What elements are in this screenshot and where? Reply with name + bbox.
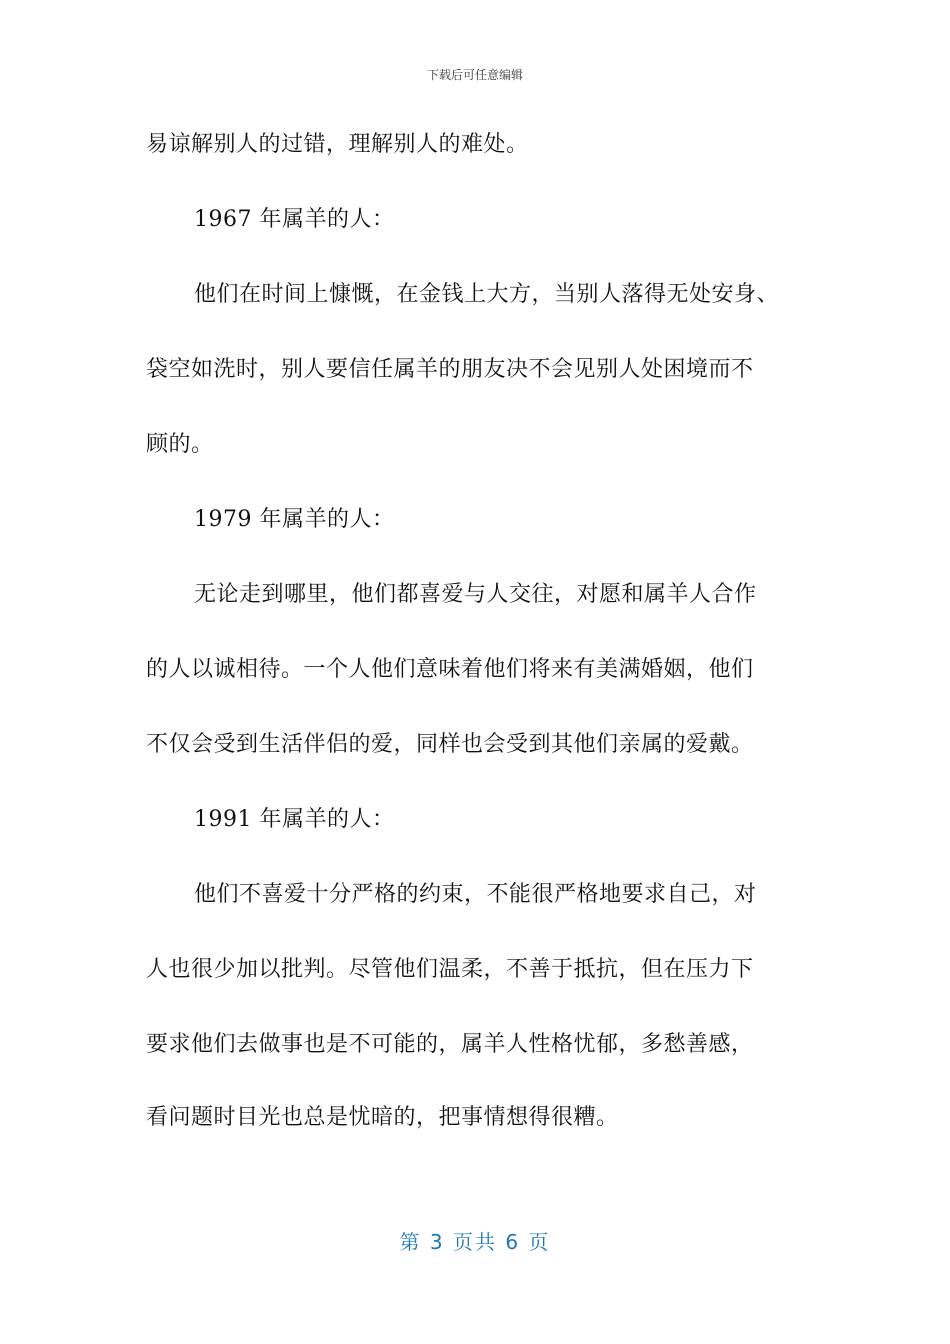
paragraph-line: 看问题时目光也总是忧暗的，把事情想得很糟。 [146,1105,619,1130]
section-heading-1967: 1967 年属羊的人： [194,207,395,232]
paragraph-line: 易谅解别人的过错，理解别人的难处。 [146,132,529,157]
header-note: 下载后可任意编辑 [426,68,523,82]
paragraph-line: 要求他们去做事也是不可能的，属羊人性格忧郁，多愁善感， [146,1032,754,1057]
paragraph-line: 袋空如洗时，别人要信任属羊的朋友决不会见别人处困境而不 [146,357,754,382]
paragraph-line: 人也很少加以批判。尽管他们温柔，不善于抵抗，但在压力下 [146,957,754,982]
paragraph-line: 的人以诚相待。一个人他们意味着他们将来有美满婚姻，他们 [146,657,754,682]
page-number-footer: 第 3 页共 6 页 [399,1230,551,1254]
paragraph-line: 顾的。 [146,432,214,457]
paragraph-line: 他们在时间上慷慨，在金钱上大方，当别人落得无处安身、 [194,282,780,307]
paragraph-line: 他们不喜爱十分严格的约束，不能很严格地要求自己，对 [194,882,757,907]
paragraph-line: 无论走到哪里，他们都喜爱与人交往，对愿和属羊人合作 [194,582,757,607]
section-heading-1979: 1979 年属羊的人： [194,507,395,532]
section-heading-1991: 1991 年属羊的人： [194,807,395,832]
paragraph-line: 不仅会受到生活伴侣的爱，同样也会受到其他们亲属的爱戴。 [146,732,754,757]
